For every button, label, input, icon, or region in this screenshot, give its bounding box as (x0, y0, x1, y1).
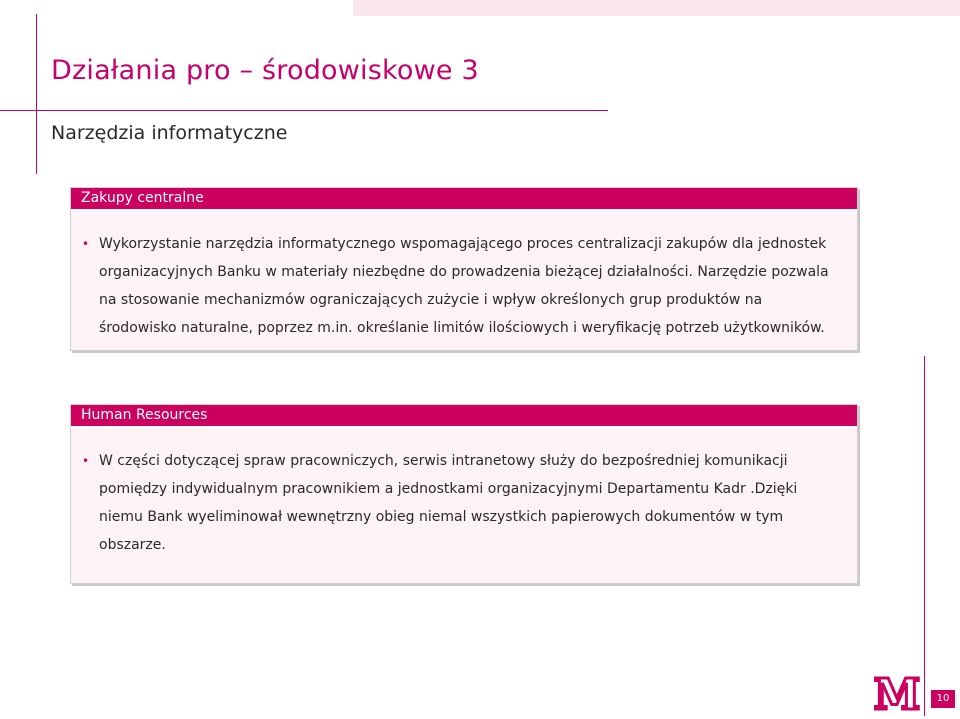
zakupy-centralne-body (71, 211, 857, 342)
right-vertical-rule (924, 356, 925, 716)
zakupy-centralne-text: Wykorzystanie narzędzia informatycznego wspomagającego proces centralizacji zakupów dla jednostek organizacyjnych Banku w materiały niezbędne do prowadzenia bieżącej działalności. Narzędzie pozwala na stosowanie mechanizmów ograniczających zużycie i wpływ określonych grup produktów na środowisko naturalne, poprzez m.in. określanie limitów ilościowych i weryfikację potrzeb użytkowników. (99, 236, 829, 336)
title-underline-rule (0, 110, 608, 111)
top-decorative-band (353, 0, 960, 16)
human-resources-header: Human Resources (71, 405, 857, 428)
page-number: 10 (931, 690, 955, 708)
human-resources-body (71, 428, 857, 559)
bullet-dot-icon: • (82, 454, 90, 468)
slide-subtitle: Narzędzia informatyczne (51, 122, 288, 144)
human-resources-box (70, 404, 858, 584)
bank-logo-icon: M (873, 669, 921, 719)
slide-title: Działania pro – środowiskowe 3 (51, 55, 479, 86)
zakupy-centralne-box (70, 187, 858, 351)
bullet-dot-icon: • (82, 237, 90, 251)
zakupy-centralne-header: Zakupy centralne (71, 188, 857, 211)
left-vertical-rule (36, 14, 37, 174)
human-resources-text: W części dotyczącej spraw pracowniczych, serwis intranetowy służy do bezpośredniej komunikacji pomiędzy indywidualnym pracownikiem a jednostkami organizacyjnymi Departamentu Kadr .Dzięki niemu Bank wyeliminował wewnętrzny obieg niemal wszystkich papierowych dokumentów w tym obszarze. (99, 453, 798, 553)
